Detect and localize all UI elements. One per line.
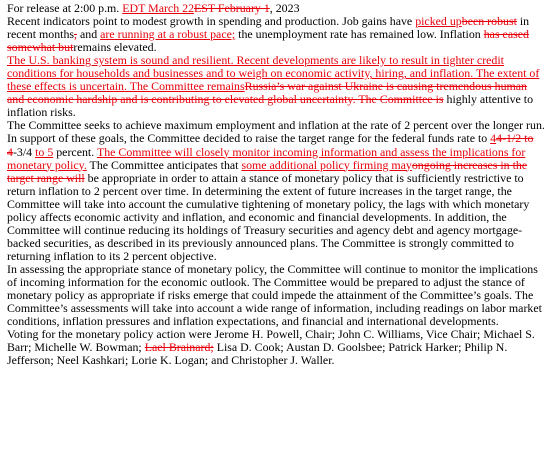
deleted-text: 4-1/2 to 4: [7, 131, 534, 159]
deleted-text: ongoing increases in the target range will: [7, 157, 528, 185]
deleted-text: been robust: [461, 14, 517, 29]
deleted-text: Russia’s war against Ukraine is causing tremendous human and economic hardship and is contributing to elevated global uncertainty. The Committee is: [7, 79, 527, 107]
body-text: and: [77, 27, 101, 42]
inserted-text: are running at a robust pace;: [100, 27, 236, 42]
inserted-text: EDT March 22: [122, 1, 195, 15]
deleted-text: has eased somewhat but: [7, 27, 529, 55]
paragraph-policy-assessment: [7, 263, 545, 328]
body-text: Lisa D. Cook; Austan D. Goolsbee; Patrick Harker; Philip N. Jefferson; Neel Kashkari; Lorie K. Logan; and Christopher J. Waller.: [7, 340, 508, 368]
body-text: In assessing the appropriate stance of monetary policy, the Committee will continue to monitor the implications of incoming information for the economic outlook. The Committee would be prepared to adjust the stance of monetary policy as appropriate if risks emerge that could impede the attainment of the Committee’s goals. The Committee’s assessments will take into account a wide range of information, including readings on labor market conditions, inflation pressures and inflation expectations, and financial and international developments.: [7, 261, 542, 329]
inserted-text: to 5: [35, 144, 54, 159]
inserted-text: picked up: [415, 14, 462, 29]
body-text: be appropriate in order to attain a stance of monetary policy that is sufficiently restrictive to return inflation to 2 percent over time. In determining the extent of future increases in the target range, the Committee will take into account the cumulative tightening of monetary policy, the lags with which monetary policy affects economic activity and inflation, and economic and financial developments. In addition, the Committee will continue reducing its holdings of Treasury securities and agency debt and agency mortgage-backed securities, as described in its previously announced plans. The Committee is strongly committed to returning inflation to its 2 percent objective.: [7, 170, 530, 263]
body-text: For release at 2:00 p.m.: [7, 1, 123, 15]
inserted-text: 4: [490, 131, 497, 146]
body-text: percent.: [53, 144, 97, 159]
deleted-text: ,: [74, 27, 78, 42]
body-text: -3/4: [12, 144, 36, 159]
body-text: remains elevated.: [73, 40, 157, 55]
body-text: The Committee seeks to achieve maximum employment and inflation at the rate of 2 percent over the longer run. In support of these goals, the Committee decided to raise the target range for the federal funds rate to: [7, 118, 545, 146]
paragraph-policy-decision: [7, 119, 545, 263]
body-text: , 2023: [269, 1, 300, 15]
inserted-text: The U.S. banking system is sound and resilient. Recent developments are likely to result in tighter credit conditions for households and businesses and to weigh on economic activity, hiring, and inflation. The extent of these effects is uncertain. The Committee remains: [7, 53, 540, 94]
body-text: in recent months: [7, 14, 530, 42]
deleted-text: Lael Brainard;: [144, 340, 214, 355]
body-text: Voting for the monetary policy action were Jerome H. Powell, Chair; John C. Williams, Vice Chair; Michael S. Barr; Michelle W. Bowman;: [7, 327, 535, 355]
paragraph-economic-conditions: [7, 15, 545, 54]
body-text: the unemployment rate has remained low. Inflation: [235, 27, 484, 42]
inserted-text: The Committee will closely monitor incoming information and assess the implications for monetary policy.: [7, 144, 526, 172]
body-text: The Committee anticipates that: [86, 157, 242, 172]
inserted-text: some additional policy firming may: [241, 157, 412, 172]
body-text: Recent indicators point to modest growth in spending and production. Job gains have: [7, 14, 416, 29]
paragraph-banking-system: [7, 54, 545, 119]
paragraph-voting: [7, 328, 545, 367]
body-text: highly attentive to inflation risks.: [7, 92, 534, 120]
deleted-text: EST February 1: [194, 1, 270, 15]
